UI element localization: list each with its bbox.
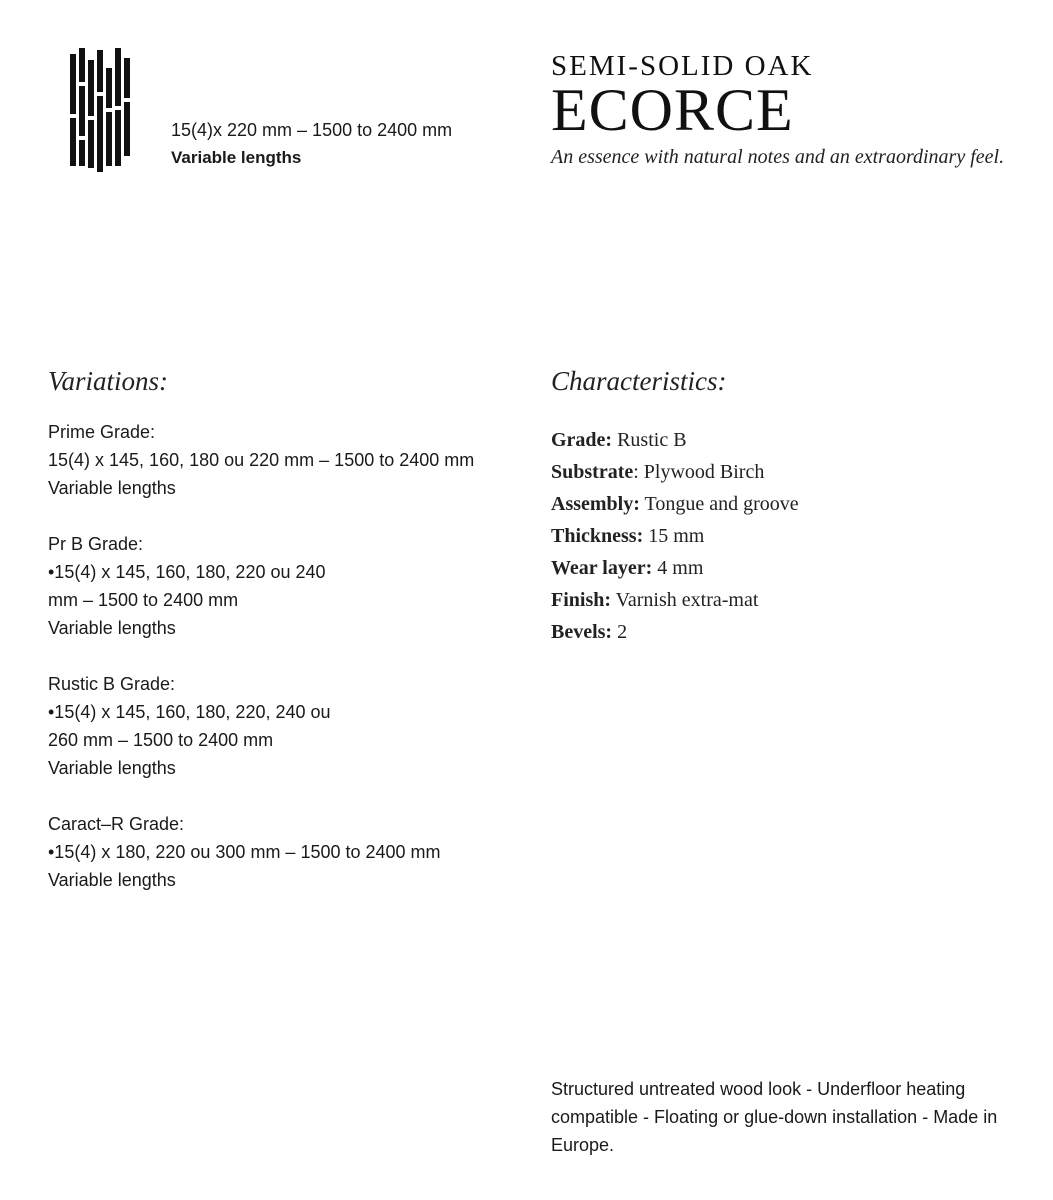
variation-label: Prime Grade: (48, 422, 156, 442)
characteristic-value: 2 (617, 621, 628, 643)
footer-note: Structured untreated wood look - Underfloor heating compatible - Floating or glue-down installation - Made in Europe. (551, 1079, 998, 1155)
characteristic-value: Varnish extra-mat (615, 589, 759, 611)
characteristics-list (551, 424, 799, 648)
characteristic-key: Bevels: (551, 621, 613, 643)
characteristic-finish (551, 584, 799, 616)
characteristic-substrate (551, 456, 799, 488)
variation-label: Rustic B Grade: (48, 674, 176, 694)
variation-pr-b (48, 530, 518, 642)
variation-label: Caract–R Grade: (48, 814, 185, 834)
product-name: ECORCE (551, 77, 794, 143)
variation-caract-r (48, 810, 518, 894)
characteristic-assembly (551, 488, 799, 520)
characteristic-value: 4 mm (657, 557, 704, 579)
characteristic-key: Grade: (551, 429, 613, 451)
variations-heading: Variations: (48, 366, 169, 396)
characteristic-key: Assembly: (551, 493, 640, 515)
characteristic-value: Rustic B (617, 429, 687, 451)
characteristics-heading: Characteristics: (551, 366, 727, 396)
characteristic-grade (551, 424, 799, 456)
header-dimensions-block (171, 116, 452, 172)
variation-line: 260 mm – 1500 to 2400 mm (48, 730, 274, 750)
characteristic-key: Wear layer: (551, 557, 653, 579)
title-block (551, 50, 1004, 169)
characteristic-value: 15 mm (648, 525, 705, 547)
characteristic-key: Thickness: (551, 525, 644, 547)
characteristic-value: : Plywood Birch (633, 461, 765, 483)
header-lengths: Variable lengths (171, 148, 302, 167)
variation-lengths: Variable lengths (48, 478, 176, 498)
characteristic-key: Finish: (551, 589, 612, 611)
variation-lengths: Variable lengths (48, 618, 176, 638)
variation-line: mm – 1500 to 2400 mm (48, 590, 239, 610)
characteristic-thickness (551, 520, 799, 552)
variations-list (48, 418, 518, 922)
product-tagline: An essence with natural notes and an extraordinary feel. (551, 146, 1005, 168)
variation-line: •15(4) x 180, 220 ou 300 mm – 1500 to 2400 mm (48, 842, 441, 862)
plank-pattern-icon (70, 48, 130, 172)
variation-line: 15(4) x 145, 160, 180 ou 220 mm – 1500 to 2400 mm (48, 450, 475, 470)
variation-lengths: Variable lengths (48, 758, 176, 778)
characteristic-bevels (551, 616, 799, 648)
variation-label: Pr B Grade: (48, 534, 144, 554)
variation-rustic-b (48, 670, 518, 782)
variation-line: •15(4) x 145, 160, 180, 220, 240 ou (48, 702, 331, 722)
variation-line: •15(4) x 145, 160, 180, 220 ou 240 (48, 562, 326, 582)
product-kicker: SEMI-SOLID OAK (551, 50, 814, 82)
characteristic-wear-layer (551, 552, 799, 584)
variation-prime (48, 418, 518, 502)
characteristic-value: Tongue and groove (644, 493, 799, 515)
variation-lengths: Variable lengths (48, 870, 176, 890)
characteristic-key: Substrate (551, 461, 634, 483)
header-dimensions: 15(4)x 220 mm – 1500 to 2400 mm (171, 120, 453, 140)
